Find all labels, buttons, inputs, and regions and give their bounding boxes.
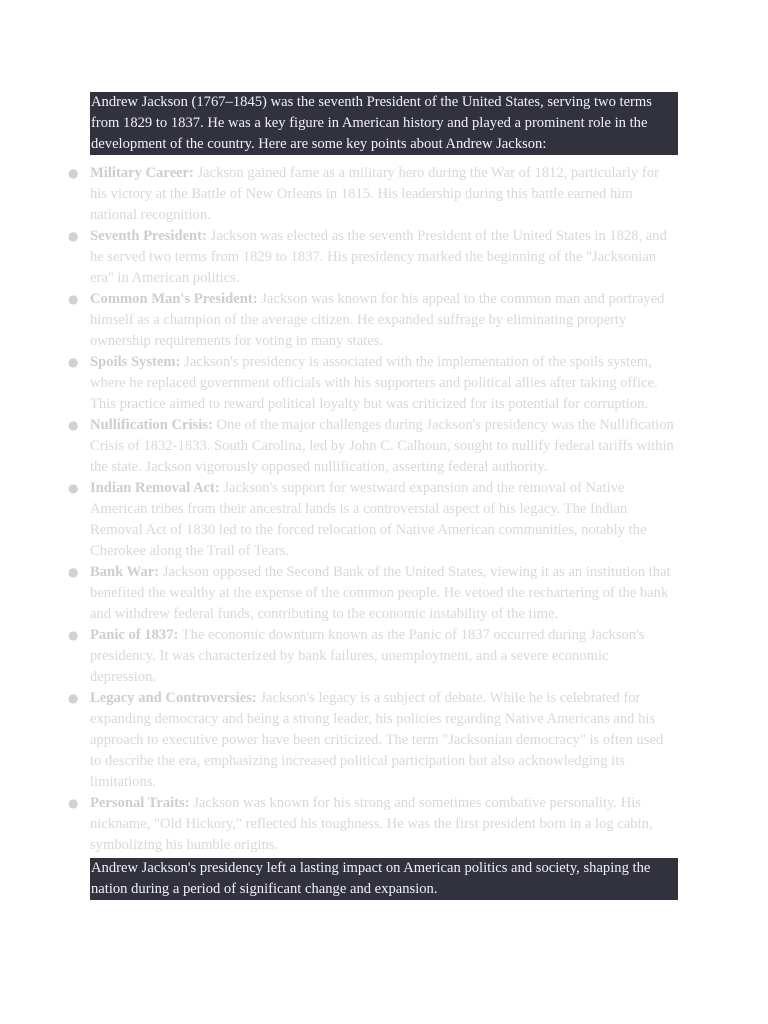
point-text: Jackson opposed the Second Bank of the United States, viewing it as an institution that benefited the wealthy at the expense of the common people. He vetoed the rechartering of the bank and withdrew federal funds, contributing to the economic instability of the time. — [90, 564, 671, 622]
bullet-icon: ● — [68, 691, 79, 705]
bullet-icon: ● — [68, 355, 79, 369]
list-item — [68, 688, 678, 793]
bullet-icon: ● — [68, 418, 79, 432]
bullet-icon: ● — [68, 166, 79, 180]
point-text: Jackson was known for his strong and sometimes combative personality. His nickname, "Old Hickory," reflected his toughness. He was the first president born in a log cabin, symbolizing his humble origins. — [90, 795, 653, 853]
point-title: Bank War: — [90, 564, 160, 580]
point-text: One of the major challenges during Jackson's presidency was the Nullification Crisis of 1832-1833. South Carolina, led by John C. Calhoun, sought to nullify federal tariffs within the state. Jackson vigorously opposed nullification, asserting federal authority. — [90, 417, 674, 475]
point-title: Common Man's President: — [90, 291, 258, 307]
list-item — [68, 163, 678, 226]
list-item — [68, 352, 678, 415]
document-body — [68, 92, 678, 900]
point-text: Jackson's presidency is associated with the implementation of the spoils system, where he replaced government officials with his supporters and political allies after taking office. This practice aimed to reward political loyalty but was criticized for its potential for corruption. — [90, 354, 658, 412]
intro-paragraph: Andrew Jackson (1767–1845) was the seventh President of the United States, serving two terms from 1829 to 1837. He was a key figure in American history and played a prominent role in the development of the country. Here are some key points about Andrew Jackson: — [90, 92, 678, 155]
point-text: The economic downturn known as the Panic of 1837 occurred during Jackson's presidency. It was characterized by bank failures, unemployment, and a severe economic depression. — [90, 627, 645, 685]
point-title: Seventh President: — [90, 228, 207, 244]
point-title: Military Career: — [90, 165, 194, 181]
point-text: Jackson gained fame as a military hero during the War of 1812, particularly for his victory at the Battle of New Orleans in 1815. His leadership during this battle earned him national recognition. — [90, 165, 659, 223]
list-item — [68, 562, 678, 625]
point-title: Nullification Crisis: — [90, 417, 213, 433]
point-title: Personal Traits: — [90, 795, 190, 811]
bullet-icon: ● — [68, 796, 79, 810]
list-item — [68, 793, 678, 856]
key-points-list — [68, 163, 678, 856]
point-title: Panic of 1837: — [90, 627, 179, 643]
list-item — [68, 289, 678, 352]
point-text: Jackson's legacy is a subject of debate. While he is celebrated for expanding democracy and being a strong leader, his policies regarding Native Americans and his approach to executive power have been criticized. The term "Jacksonian democracy" is often used to describe the era, emphasizing increased political participation but also acknowledging its limitations. — [90, 690, 664, 790]
bullet-icon: ● — [68, 565, 79, 579]
point-text: Jackson was elected as the seventh President of the United States in 1828, and he served two terms from 1829 to 1837. His presidency marked the beginning of the "Jacksonian era" in American politics. — [90, 228, 667, 286]
bullet-icon: ● — [68, 481, 79, 495]
bullet-icon: ● — [68, 292, 79, 306]
list-item — [68, 478, 678, 562]
list-item — [68, 415, 678, 478]
point-text: Jackson's support for westward expansion and the removal of Native American tribes from their ancestral lands is a controversial aspect of his legacy. The Indian Removal Act of 1830 led to the forced relocation of Native American communities, notably the Cherokee along the Trail of Tears. — [90, 480, 647, 559]
bullet-icon: ● — [68, 229, 79, 243]
bullet-icon: ● — [68, 628, 79, 642]
closing-paragraph: Andrew Jackson's presidency left a lasting impact on American politics and society, shaping the nation during a period of significant change and expansion. — [90, 858, 678, 900]
point-title: Legacy and Controversies: — [90, 690, 257, 706]
point-text: Jackson was known for his appeal to the common man and portrayed himself as a champion of the average citizen. He expanded suffrage by eliminating property ownership requirements for voting in many states. — [90, 291, 665, 349]
list-item — [68, 226, 678, 289]
list-item — [68, 625, 678, 688]
point-title: Spoils System: — [90, 354, 181, 370]
point-title: Indian Removal Act: — [90, 480, 220, 496]
